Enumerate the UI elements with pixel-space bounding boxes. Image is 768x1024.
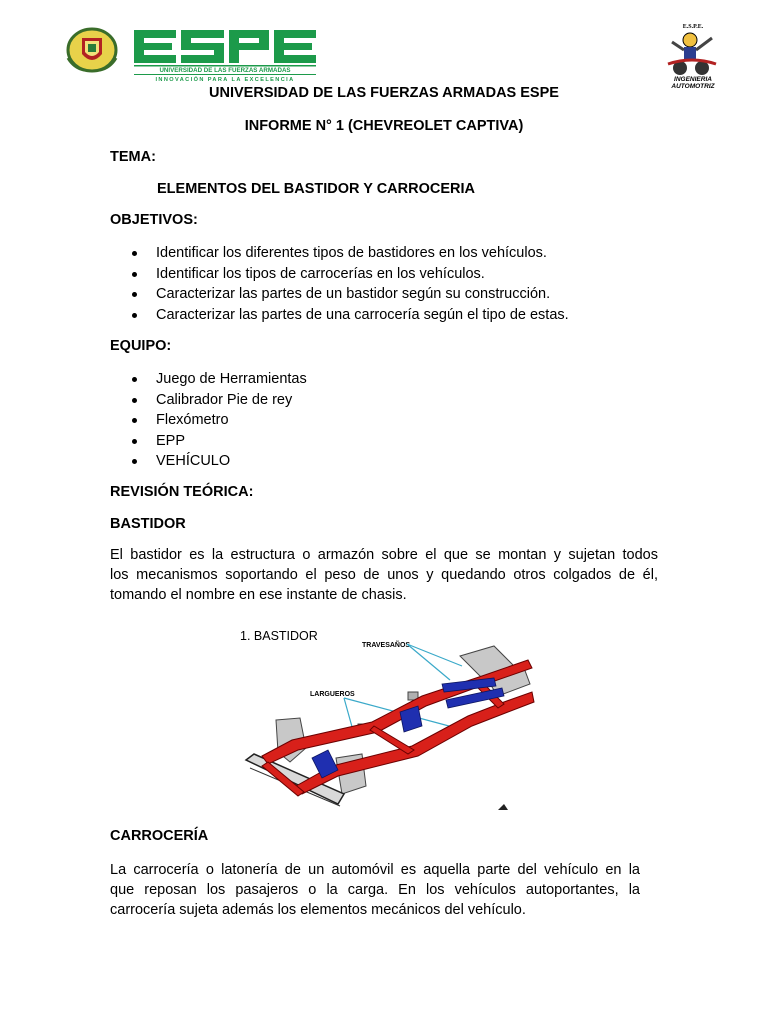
paragraph-line: tomando el nombre en ese instante de chasis.	[110, 587, 407, 603]
mascot-icon	[654, 20, 732, 76]
paragraph-line: los mecanismos soportando el peso de unos y quedando otros colgados de él,	[110, 567, 658, 583]
automotive-logo	[654, 20, 732, 88]
bullet-icon	[132, 292, 137, 297]
bullet-icon	[132, 439, 137, 444]
list-item: Flexómetro	[110, 410, 307, 431]
objetivos-list	[110, 243, 569, 325]
bastidor-figure	[232, 622, 538, 818]
bullet-icon	[132, 418, 137, 423]
figure-title: 1. BASTIDOR	[240, 629, 318, 643]
objetivos-heading: OBJETIVOS:	[110, 212, 198, 228]
travesanos-label: TRAVESAÑOS	[362, 642, 411, 649]
document-header	[60, 18, 740, 88]
espe-wordmark	[134, 30, 316, 63]
list-item: Identificar los diferentes tipos de bastidores en los vehículos.	[110, 243, 569, 264]
list-item: Identificar los tipos de carrocerías en los vehículos.	[110, 264, 569, 285]
svg-text:E.S.P.E.: E.S.P.E.	[682, 24, 704, 30]
carroceria-paragraph	[110, 860, 640, 920]
report-title: INFORME N° 1 (CHEVREOLET CAPTIVA)	[244, 118, 524, 134]
bullet-icon	[132, 377, 137, 382]
bullet-icon	[132, 272, 137, 277]
list-item: VEHÍCULO	[110, 451, 307, 472]
list-item: EPP	[110, 431, 307, 452]
espe-logo	[64, 22, 324, 82]
list-item: Calibrador Pie de rey	[110, 390, 307, 411]
bullet-icon	[132, 398, 137, 403]
paragraph-line: que reposan los pasajeros o la carga. En los vehículos autoportantes, la	[110, 882, 640, 898]
paragraph-line: carrocería sujeta además los elementos mecánicos del vehículo.	[110, 902, 526, 918]
paragraph-line: El bastidor es la estructura o armazón sobre el que se montan y sujetan todos	[110, 547, 658, 563]
automotive-logo-caption: INGENIERIA AUTOMOTRIZ	[671, 76, 715, 90]
carroceria-heading: CARROCERÍA	[110, 828, 209, 844]
revision-heading: REVISIÓN TEÓRICA:	[110, 484, 254, 500]
bullet-icon	[132, 459, 137, 464]
bastidor-paragraph	[110, 545, 658, 605]
equipo-list	[110, 369, 307, 472]
logo-tagline: INNOVACIÓN PARA LA EXCELENCIA	[155, 77, 295, 82]
list-item: Caracterizar las partes de una carrocería según el tipo de estas.	[110, 305, 569, 326]
list-item: Juego de Herramientas	[110, 369, 307, 390]
largueros-label: LARGUEROS	[310, 691, 355, 698]
coat-of-arms-icon	[68, 29, 116, 71]
bullet-icon	[132, 313, 137, 318]
list-item: Caracterizar las partes de un bastidor según su construcción.	[110, 284, 569, 305]
bastidor-heading: BASTIDOR	[110, 516, 186, 532]
bullet-icon	[132, 251, 137, 256]
paragraph-line: La carrocería o latonería de un automóvil es aquella parte del vehículo en la	[110, 862, 640, 878]
equipo-heading: EQUIPO:	[110, 338, 172, 354]
university-title: UNIVERSIDAD DE LAS FUERZAS ARMADAS ESPE	[209, 85, 559, 101]
tema-value: ELEMENTOS DEL BASTIDOR Y CARROCERIA	[157, 181, 475, 197]
tema-heading: TEMA:	[110, 149, 156, 165]
logo-subtitle: UNIVERSIDAD DE LAS FUERZAS ARMADAS	[159, 67, 291, 74]
